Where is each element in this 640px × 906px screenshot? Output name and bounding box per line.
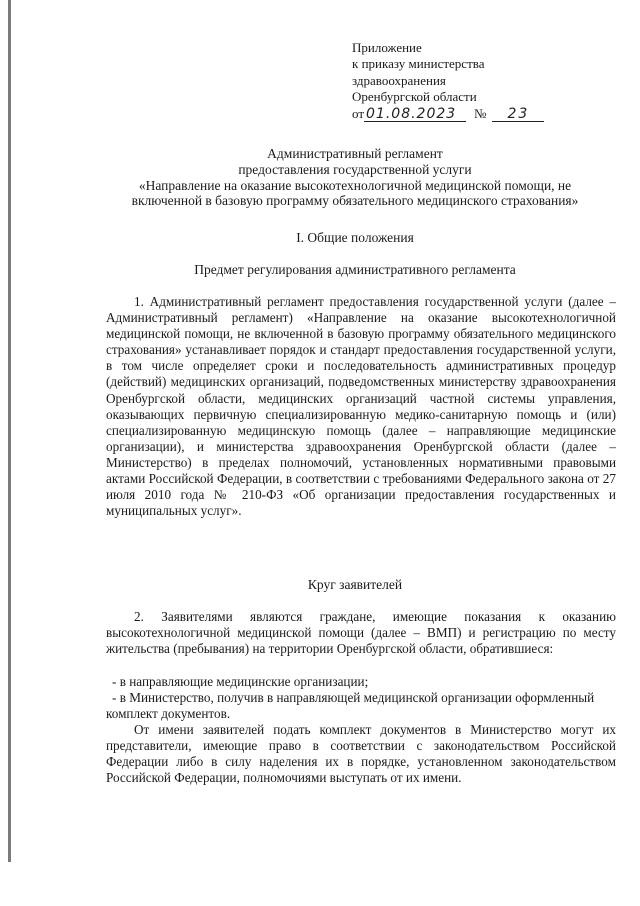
section-heading-applicants: Круг заявителей — [307, 577, 403, 592]
subheading-subject: Предмет регулирования административного регламента — [194, 262, 516, 277]
title-line-4: включенной в базовую программу обязательного медицинского страхования» — [131, 193, 579, 209]
scan-edge — [8, 0, 11, 862]
title-line-1: Административный регламент — [267, 146, 443, 161]
handwritten-order-number: 23 — [492, 107, 544, 122]
document-title — [95, 146, 615, 209]
annex-line-2: к приказу министерства — [352, 56, 485, 72]
list-item-1-text: - в направляющие медицинские организации; — [112, 674, 369, 689]
list-item-1 — [106, 674, 616, 690]
list-item-2 — [106, 690, 616, 722]
title-line-3: «Направление на оказание высокотехнологичной медицинской помощи, не — [138, 177, 572, 193]
annex-block — [352, 40, 544, 122]
paragraph-3: От имени заявителей подать комплект документов в Министерство могут их представители, имеющие право в соответствии с законодательством Российской Федерации либо в силу наделения их в порядке, установленном законодательством Российской Федерации, полномочиями выступать от их имени. — [106, 722, 616, 786]
handwritten-date: 01.08.2023 — [364, 107, 466, 122]
date-prefix: от — [352, 105, 365, 121]
title-line-2: предоставления государственной услуги — [238, 161, 472, 177]
annex-line-1: Приложение — [352, 40, 422, 55]
paragraph-1: 1. Административный регламент предоставления государственной услуги (далее – Административный регламент) «Направление на оказание высокотехнологичной медицинской помощи, не включенной в базовую программу обязательного медицинского страхования» устанавливает порядок и стандарт предоставления государственной услуги, в том числе определяет сроки и последовательность административных процедур (действий) медицинских организаций, подведомственных министерству здравоохранения Оренбургской области, медицинских организаций частной системы управления, оказывающих первичную специализированную медико-санитарную помощь и (или) специализированную медицинскую помощь (далее – направляющие медицинские организации), и министерства здравоохранения Оренбургской области (далее – Министерство) в пределах полномочий, установленных нормативными правовыми актами Российской Федерации, в соответствии с требованиями Федерального закона от 27 июля 2010 года № 210-ФЗ «Об организации предоставления государственных и муниципальных услуг». — [106, 294, 616, 519]
annex-line-4: Оренбургской области — [352, 89, 477, 105]
annex-date-line — [352, 106, 544, 122]
list-item-2-text: - в Министерство, получив в направляющей медицинской организации оформленный комплект документов. — [106, 690, 595, 722]
number-sign: № — [474, 105, 487, 121]
annex-line-3: здравоохранения — [352, 72, 446, 88]
section-heading-general: I. Общие положения — [296, 230, 414, 245]
paragraph-2: 2. Заявителями являются граждане, имеющие показания к оказанию высокотехнологичной медицинской помощи (далее – ВМП) и регистрацию по месту жительства (пребывания) на территории Оренбургской области, обратившиеся: — [106, 609, 616, 657]
